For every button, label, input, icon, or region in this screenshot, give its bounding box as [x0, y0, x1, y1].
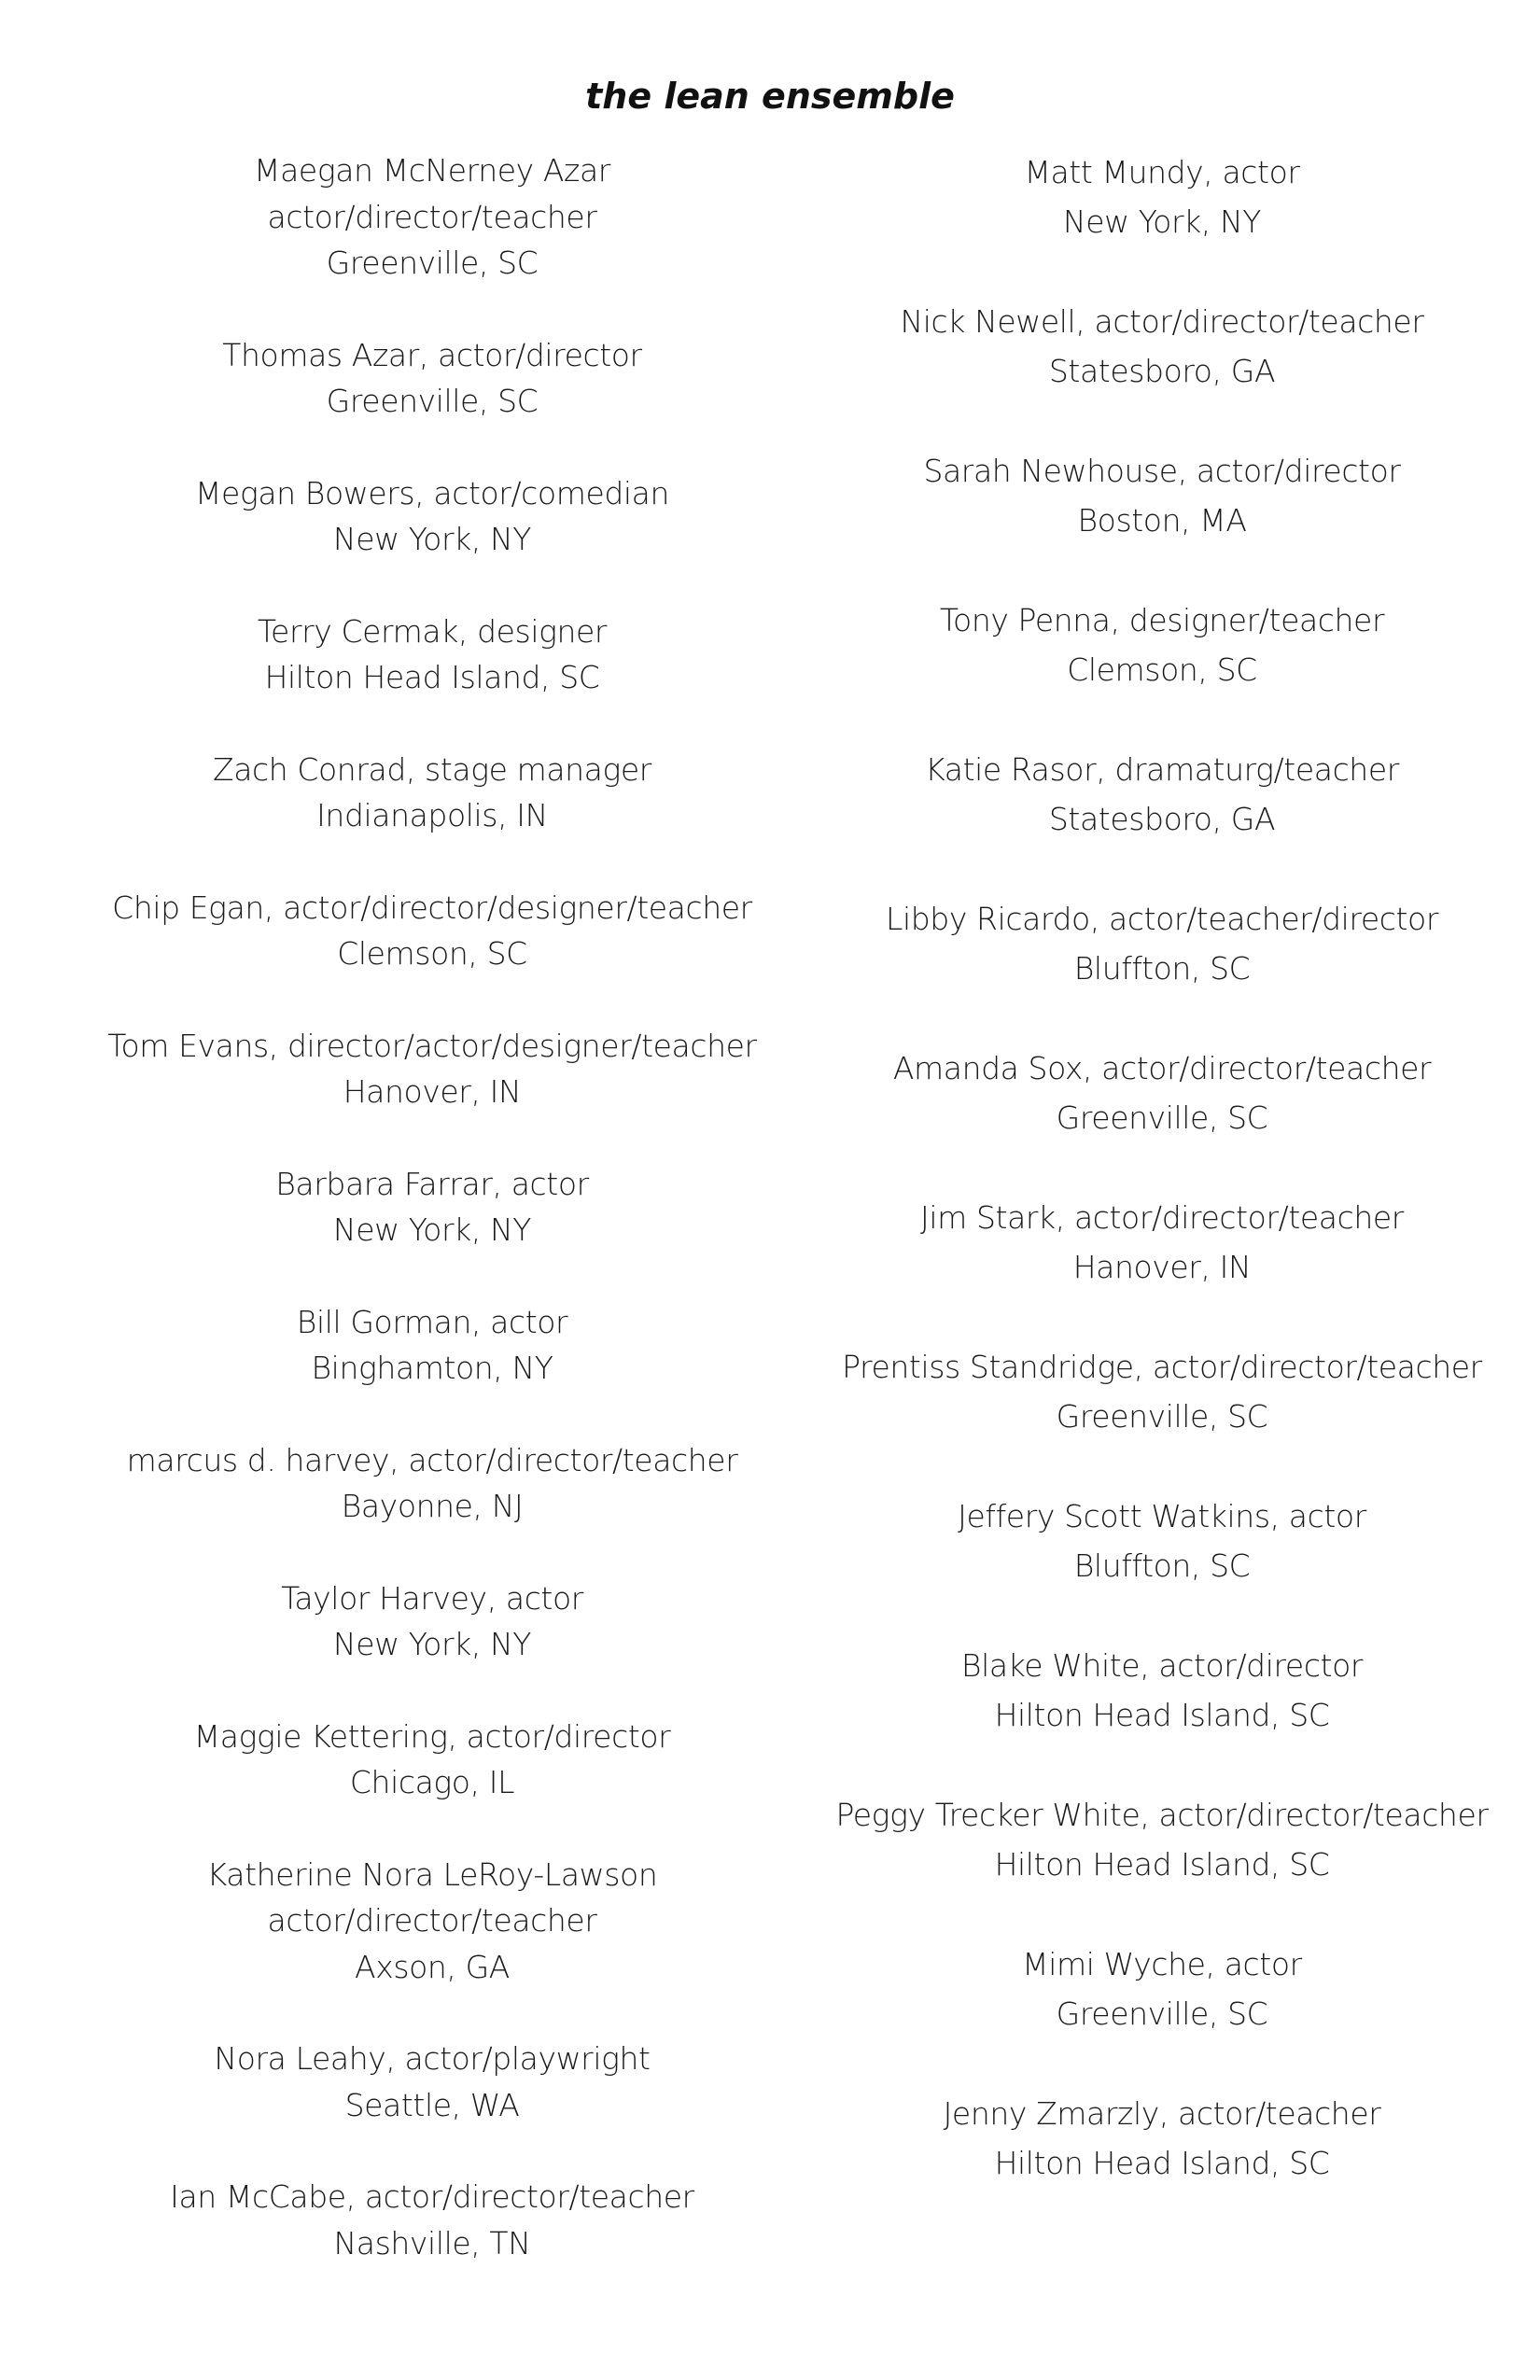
ensemble-member-entry	[77, 609, 787, 701]
member-name: Jeffery Scott Watkins, actor	[958, 1498, 1366, 1534]
member-name: Maggie Kettering, actor/director	[193, 1717, 671, 1755]
ensemble-member-entry	[77, 1852, 787, 1991]
ensemble-member-entry	[807, 1939, 1517, 2038]
ensemble-member-entry	[77, 747, 787, 839]
member-name: Peggy Trecker White, actor/director/teacher	[835, 1797, 1489, 1833]
right-column	[807, 147, 1517, 2238]
ensemble-member-entry	[807, 1641, 1517, 1740]
member-name: Katherine Nora LeRoy-Lawson	[206, 1855, 658, 1893]
ensemble-member-entry	[77, 147, 787, 287]
member-name: Katie Rasor, dramaturg/teacher	[925, 751, 1399, 788]
member-location: Greenville, SC	[326, 383, 539, 419]
member-name: Nick Newell, actor/director/teacher	[900, 303, 1424, 340]
ensemble-member-entry	[807, 1491, 1517, 1590]
member-name: Jim Stark, actor/director/teacher	[920, 1199, 1404, 1236]
member-location: Greenville, SC	[326, 245, 539, 281]
member-location: Hanover, IN	[1072, 1249, 1252, 1285]
ensemble-member-entry	[77, 1023, 787, 1115]
member-location: Nashville, TN	[333, 2224, 531, 2261]
ensemble-member-entry	[77, 1299, 787, 1392]
member-name: Barbara Farrar, actor	[275, 1165, 589, 1202]
member-name: Chip Egan, actor/director/designer/teacher	[112, 889, 752, 926]
ensemble-member-entry	[807, 1043, 1517, 1142]
member-name: Maegan McNerney Azar	[254, 152, 610, 189]
ensemble-member-entry	[77, 470, 787, 563]
member-name: Jenny Zmarzly, actor/teacher	[943, 2095, 1381, 2132]
member-location: Indianapolis, IN	[316, 797, 548, 833]
ensemble-member-entry	[77, 1437, 787, 1530]
member-location: Bluffton, SC	[1073, 950, 1251, 987]
left-column	[77, 147, 787, 2312]
member-name: marcus d. harvey, actor/director/teacher	[126, 1441, 738, 1478]
member-location: New York, NY	[332, 521, 532, 557]
member-location: Hilton Head Island, SC	[994, 1697, 1330, 1733]
member-location: Bayonne, NJ	[341, 1488, 524, 1524]
member-name: Blake White, actor/director	[960, 1647, 1364, 1684]
member-location: Axson, GA	[355, 1948, 510, 1985]
member-location: Hanover, IN	[343, 1073, 522, 1110]
ensemble-member-entry	[77, 2174, 787, 2266]
member-name: Ian McCabe, actor/director/teacher	[170, 2178, 694, 2215]
member-name: Prentiss Standridge, actor/director/teacher	[842, 1349, 1482, 1385]
member-location: Binghamton, NY	[311, 1350, 553, 1386]
ensemble-member-entry	[807, 297, 1517, 396]
ensemble-member-entry	[77, 332, 787, 425]
ensemble-member-entry	[807, 446, 1517, 545]
member-name: Tom Evans, director/actor/designer/teacher	[107, 1027, 757, 1064]
member-name: Matt Mundy, actor	[1024, 154, 1300, 190]
page-title: the lean ensemble	[585, 76, 955, 117]
member-location: Greenville, SC	[1056, 1099, 1268, 1136]
member-name: Zach Conrad, stage manager	[213, 750, 651, 788]
ensemble-member-entry	[807, 1342, 1517, 1441]
ensemble-member-entry	[77, 2036, 787, 2128]
member-location: New York, NY	[1062, 203, 1262, 240]
ensemble-member-entry	[77, 885, 787, 977]
ensemble-member-entry	[807, 595, 1517, 694]
member-location: Seattle, WA	[344, 2086, 520, 2123]
member-location: Greenville, SC	[1056, 1995, 1268, 2032]
member-name: Tony Penna, designer/teacher	[939, 602, 1385, 638]
member-location: Clemson, SC	[337, 935, 527, 972]
member-name: Sarah Newhouse, actor/director	[923, 453, 1401, 489]
ensemble-member-entry	[807, 1193, 1517, 1292]
member-location: Hilton Head Island, SC	[994, 1846, 1330, 1883]
member-name: Mimi Wyche, actor	[1022, 1946, 1302, 1982]
member-location: Chicago, IL	[349, 1764, 515, 1800]
member-name: Nora Leahy, actor/playwright	[214, 2040, 651, 2077]
ensemble-member-entry	[807, 147, 1517, 246]
member-location: Statesboro, GA	[1048, 353, 1276, 389]
member-name: Megan Bowers, actor/comedian	[194, 474, 670, 511]
member-name: Taylor Harvey, actor	[281, 1579, 583, 1617]
member-location: Hilton Head Island, SC	[264, 659, 600, 695]
ensemble-member-entry	[77, 1714, 787, 1806]
ensemble-member-entry	[807, 745, 1517, 844]
member-location: Clemson, SC	[1067, 651, 1257, 688]
ensemble-member-entry	[807, 2089, 1517, 2188]
member-location: Hilton Head Island, SC	[994, 2145, 1330, 2181]
ensemble-member-entry	[77, 1575, 787, 1668]
ensemble-member-entry	[807, 1790, 1517, 1889]
member-name: Amanda Sox, actor/director/teacher	[892, 1050, 1432, 1086]
member-name: Bill Gorman, actor	[296, 1303, 568, 1340]
member-location: Greenville, SC	[1056, 1398, 1268, 1435]
member-location: Statesboro, GA	[1048, 801, 1276, 837]
ensemble-member-entry	[77, 1161, 787, 1253]
member-name: Thomas Azar, actor/director	[222, 336, 642, 373]
member-location: New York, NY	[332, 1211, 532, 1248]
member-location: New York, NY	[332, 1626, 532, 1662]
member-location: Boston, MA	[1077, 502, 1247, 539]
member-role: actor/director/teacher	[267, 198, 597, 235]
member-role: actor/director/teacher	[267, 1902, 597, 1939]
ensemble-member-entry	[807, 894, 1517, 993]
member-name: Libby Ricardo, actor/teacher/director	[885, 901, 1439, 937]
member-location: Bluffton, SC	[1073, 1547, 1251, 1584]
member-name: Terry Cermak, designer	[257, 612, 608, 650]
